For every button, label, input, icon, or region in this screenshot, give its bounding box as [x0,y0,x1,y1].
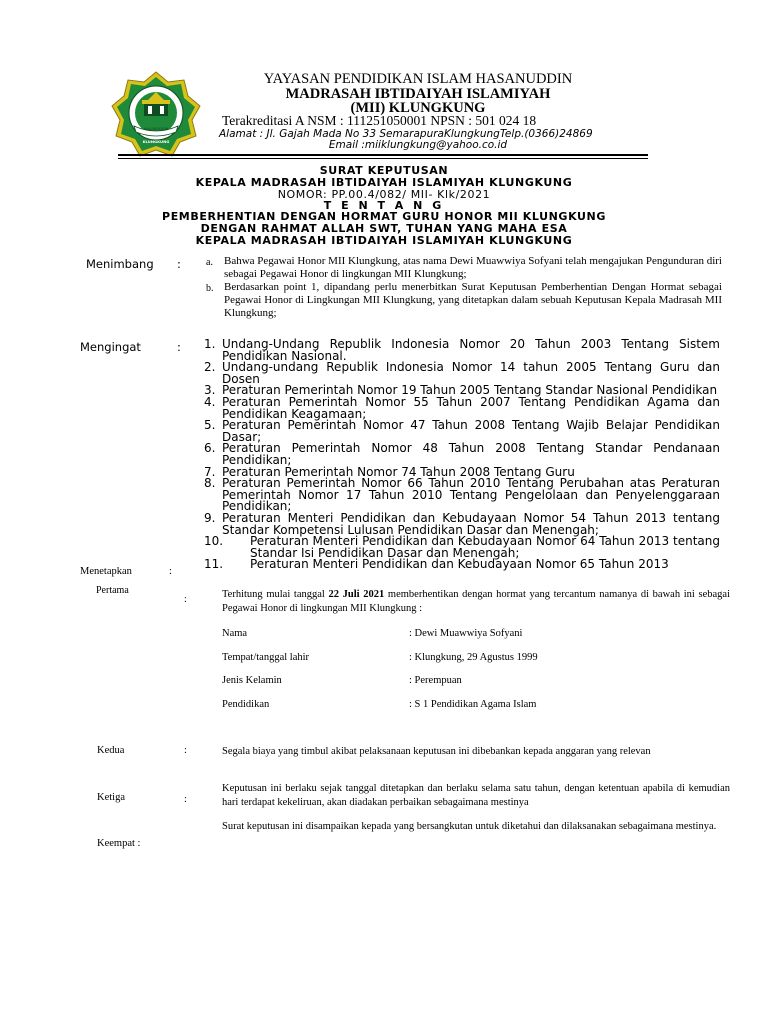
list-item: 2. Undang-undang Republik Indonesia Nomor 14 tahun 2005 Tentang Guru dan Dosen [204,360,720,386]
list-item: 10. Peraturan Menteri Pendidikan dan Kebudayaan Nomor 64 Tahun 2013 tentang Standar Isi Pendidikan Dasar dan Menengah; [204,534,720,560]
list-item: 1. Undang-Undang Republik Indonesia Nomor 20 Tahun 2003 Tentang Sistem Pendidikan Nasional. [204,337,720,363]
kedua-colon: : [184,745,187,756]
ketiga-colon: : [184,794,187,805]
detail-value-pendidikan: : S 1 Pendidikan Agama Islam [409,699,537,710]
keempat-label: Keempat : [97,838,141,849]
accreditation: Terakreditasi A NSM : 111251050001 NPSN : 501 024 18 [222,113,537,128]
decree-issuer: KEPALA MADRASAH IBTIDAIYAH ISLAMIYAH KLUNGKUNG [195,176,573,189]
effective-date: 22 Juli 2021 [328,589,385,600]
list-item: 4. Peraturan Pemerintah Nomor 55 Tahun 2007 Tentang Pendidikan Agama dan Pendidikan Keagamaan; [204,394,720,421]
mengingat-list [204,339,720,571]
detail-label-nama: Nama [222,628,248,639]
decree-number: NOMOR: PP.00.4/082/ MII- Klk/2021 [277,188,491,201]
org-name: YAYASAN PENDIDIKAN ISLAM HASANUDDIN [263,71,573,87]
list-item: 5. Peraturan Pemerintah Nomor 47 Tahun 2008 Tentang Wajib Belajar Pendidikan Dasar; [204,418,720,444]
menimbang-item-a-mark: a. [206,257,213,268]
logo-ribbon-text: HASANUDDIN [143,127,169,131]
mengingat-colon: : [177,340,181,354]
decree-subject: PEMBERHENTIAN DENGAN HORMAT GURU HONOR MII KLUNGKUNG [162,210,606,223]
list-item: 9. Peraturan Menteri Pendidikan dan Kebudayaan Nomor 54 Tahun 2013 tentang Standar Kompetensi Lulusan Pendidikan Dasar dan Menengah; [204,510,720,537]
list-item: 6. Peraturan Pemerintah Nomor 48 Tahun 2008 Tentang Standar Pendanaan Pendidikan; [204,441,720,467]
detail-label-jk: Jenis Kelamin [222,675,282,686]
pertama-text: Terhitung mulai tanggal 22 Juli 2021 memberhentikan dengan hormat yang tercantum namanya di bawah ini sebagai Pegawai Honor di lingkungan MII Klungkung : [222,589,730,614]
decree-tentang: T E N T A N G [323,199,445,212]
decree-title: SURAT KEPUTUSAN [319,164,449,177]
menimbang-colon: : [177,257,181,271]
address: Alamat : Jl. Gajah Mada No 33 SemarapuraKlungkungTelp.(0366)24869 [219,128,593,140]
detail-value-ttl: : Klungkung, 29 Agustus 1999 [409,652,538,663]
pertama-colon: : [184,594,187,605]
keempat-text: Surat keputusan ini disampaikan kepada yang bersangkutan untuk diketahui dan dilaksanakan sebagaimana mestinya. [222,821,717,832]
detail-label-ttl: Tempat/tanggal lahir [222,652,310,663]
list-item: 7. Peraturan Pemerintah Nomor 74 Tahun 2008 Tentang Guru [204,464,575,479]
list-item: 3. Peraturan Pemerintah Nomor 19 Tahun 2005 Tentang Standar Nasional Pendidikan [204,383,718,398]
menimbang-item-b: Berdasarkan point 1, dipandang perlu menerbitkan Surat Keputusan Pemberhentian Dengan Hormat sebagai Pegawai Honor di Lingkungan MII Klungkung, yang ditetapkan dalam sebuah Keputusan Kepala Madrasah MII Klungkung; [224,281,722,319]
detail-value-nama: : Dewi Muawwiya Sofyani [409,628,523,639]
logo-bottom-text: KLUNGKUNG [142,139,170,144]
detail-label-pendidikan: Pendidikan [222,699,270,710]
list-item: 8. Peraturan Pemerintah Nomor 66 Tahun 2010 Tentang Perubahan atas Peraturan Pemerintah Nomor 17 Tahun 2010 Tentang Pengelolaan dan Penyelenggaraan Pendidikan; [204,476,720,514]
kedua-text: Segala biaya yang timbul akibat pelaksanaan keputusan ini dibebankan kepada anggaran yang relevan [222,746,651,757]
menetapkan-label: Menetapkan [80,566,132,577]
school-name: MADRASAH IBTIDAIYAH ISLAMIYAH [285,86,551,102]
email: Email :miiklungkung@yahoo.co.id [328,139,508,151]
menimbang-label: Menimbang [86,257,154,271]
school-abbr: (MII) KLUNGKUNG [350,100,486,116]
menimbang-item-b-mark: b. [206,283,214,294]
pertama-label: Pertama [96,585,129,596]
menetapkan-colon: : [169,566,172,577]
mengingat-label: Mengingat [80,340,141,354]
ketiga-text: Keputusan ini berlaku sejak tanggal ditetapkan dan berlaku selama satu tahun, dengan ketentuan apabila di kemudian hari terdapat kekeliruan, akan diadakan perbaikan sebagaimana mestinya [222,783,730,808]
ketiga-label: Ketiga [97,792,125,803]
list-item: 11. Peraturan Menteri Pendidikan dan Kebudayaan Nomor 65 Tahun 2013 [204,557,669,572]
decree-issuer-repeat: KEPALA MADRASAH IBTIDAIYAH ISLAMIYAH KLUNGKUNG [195,234,573,247]
detail-value-jk: : Perempuan [409,675,462,686]
decree-preamble: DENGAN RAHMAT ALLAH SWT, TUHAN YANG MAHA ESA [200,222,568,235]
kedua-label: Kedua [97,745,125,756]
menimbang-item-a: Bahwa Pegawai Honor MII Klungkung, atas nama Dewi Muawwiya Sofyani telah mengajukan Pengunduran diri sebagai Pegawai Honor di lingkungan MII Klungkung; [224,255,722,280]
